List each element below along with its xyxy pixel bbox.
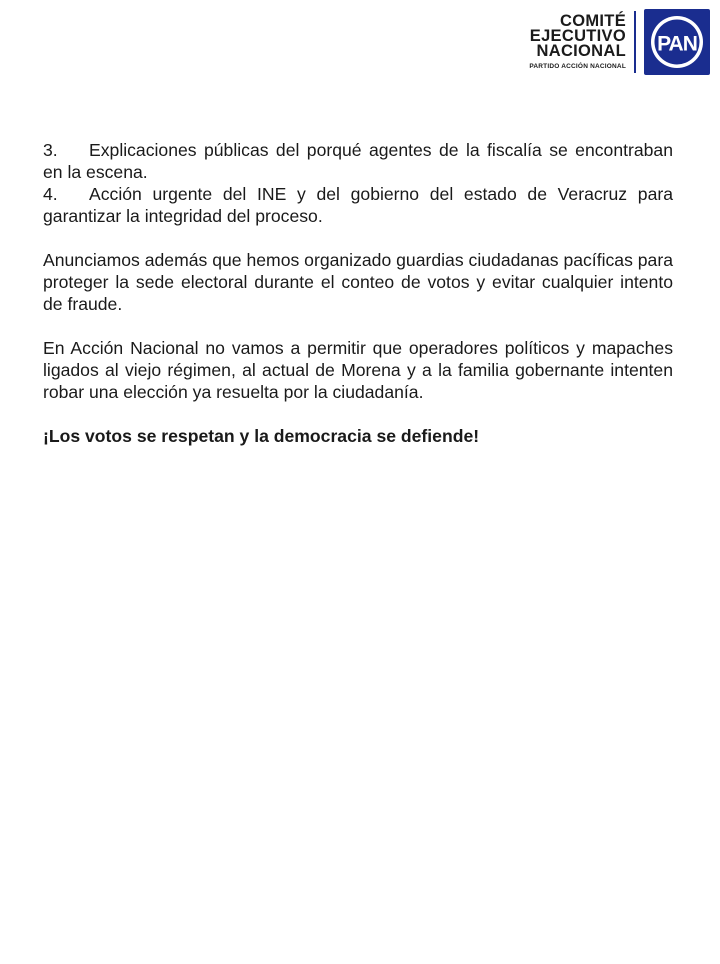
list-text: Explicaciones públicas del porqué agentes de la fiscalía se encontraban en la escena. (43, 140, 673, 182)
logo-text: PAN (657, 32, 697, 56)
pan-logo-icon (647, 12, 707, 72)
committee-line-3: NACIONAL (536, 42, 626, 60)
document-body (43, 139, 673, 447)
pan-logo (644, 9, 710, 75)
committee-name (529, 14, 626, 70)
closing-statement: ¡Los votos se respetan y la democracia se defiende! (43, 426, 480, 446)
letterhead (529, 9, 710, 75)
list-number: 4. (43, 184, 58, 204)
list-item-3 (43, 139, 673, 183)
paragraph-guardias: Anunciamos además que hemos organizado guardias ciudadanas pacíficas para proteger la sede electoral durante el conteo de votos y evitar cualquier intento de fraude. (43, 250, 673, 314)
party-name: PARTIDO ACCIÓN NACIONAL (529, 63, 626, 70)
header-divider (634, 11, 636, 73)
list-number: 3. (43, 140, 58, 160)
list-text: Acción urgente del INE y del gobierno del estado de Veracruz para garantizar la integridad del proceso. (43, 184, 673, 226)
committee-line-1: COMITÉ (560, 12, 626, 30)
committee-line-2: EJECUTIVO (529, 27, 626, 45)
list-item-4 (43, 183, 673, 227)
paragraph-accion-nacional: En Acción Nacional no vamos a permitir que operadores políticos y mapaches ligados al viejo régimen, al actual de Morena y a la familia gobernante intenten robar una elección ya resuelta por la ciudadanía. (43, 338, 673, 402)
